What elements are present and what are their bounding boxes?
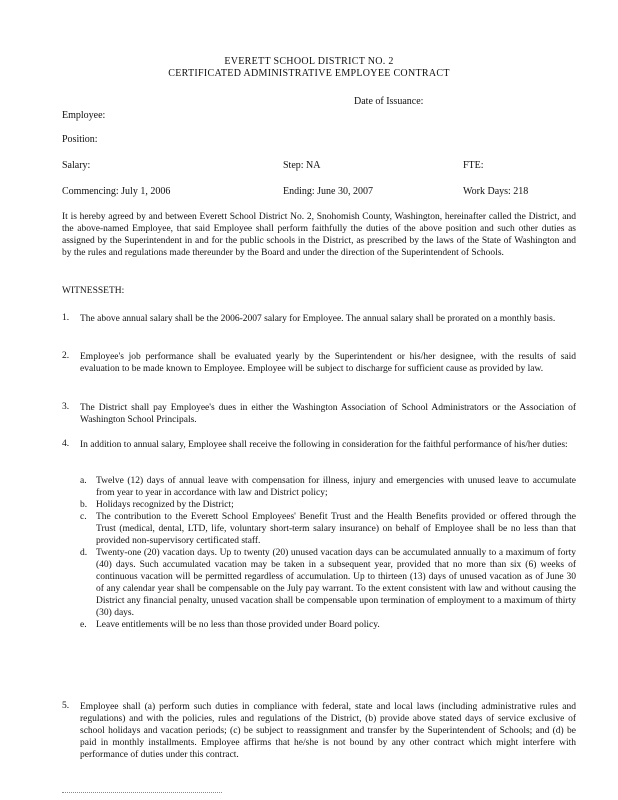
- item-text: Employee shall (a) perform such duties in compliance with federal, state and local laws (including administrative rules and regulations) and with the policies, rules and regulations of the District, (b) provide above stated days of service exclusive of school holidays and vacation periods; (c) be subject to reassignment and transfer by the Superintendent of Schools; and (d) be paid in monthly installments. Employee affirms that he/she is not bound by any other contract which might interfere with performance of duties under this contract.: [80, 702, 576, 760]
- position-field: Position:: [62, 134, 98, 145]
- item-text: The above annual salary shall be the 2006-2007 salary for Employee. The annual salary shall be prorated on a monthly basis.: [80, 314, 556, 324]
- item-number: 5.: [62, 701, 70, 711]
- item-number: 2.: [62, 351, 70, 361]
- salary-field: Salary:: [62, 160, 91, 171]
- signature-line: [62, 792, 222, 793]
- intro-paragraph: It is hereby agreed by and between Everett School District No. 2, Snohomish County, Washington, hereinafter called the District, and the above-named Employee, that said Employee shall perform faithfully the duties of the above position and such other duties as assigned by the Superintendent in and for the public schools in the District, as prescribed by the laws of the State of Washington and by the rules and regulations made thereunder by the Board and under the direction of the Superintendent of Schools.: [62, 212, 576, 258]
- item-number: 1.: [62, 313, 70, 323]
- item-number: 4.: [62, 439, 70, 449]
- benefits-sublist: [80, 475, 576, 631]
- sublist-letter: c.: [80, 512, 87, 522]
- item-text: The District shall pay Employee's dues in either the Washington Association of School Administrators or the Association of Washington School Principals.: [80, 403, 576, 425]
- step-field: Step: NA: [283, 160, 321, 171]
- sublist-text: The contribution to the Everett School Employees' Benefit Trust and the Health Benefits provided or offered through the Trust (medical, dental, LTD, life, voluntary short-term salary insurance) on behalf of Employee shall be no less than that provided non-supervisory certificated staff.: [96, 512, 576, 546]
- sublist-letter: b.: [80, 500, 88, 510]
- fte-field: FTE:: [463, 160, 484, 171]
- item-number: 3.: [62, 402, 70, 412]
- witnesseth-heading: WITNESSETH:: [62, 286, 125, 296]
- work-days-field: Work Days: 218: [463, 186, 529, 197]
- sublist-letter: a.: [80, 476, 87, 486]
- sublist-letter: d.: [80, 548, 88, 558]
- sublist-text: Twenty-one (20) vacation days. Up to twenty (20) unused vacation days can be accumulated annually to a maximum of forty (40) days. Such accumulated vacation may be taken in a subsequent year, provided that no more than six (6) weeks of continuous vacation will be permitted regardless of accumulation. Up to thirteen (13) days of unused vacation as of June 30 of any calendar year shall be compensable on the July pay warrant. To the extent consistent with law and without causing the District any financial penalty, unused vacation shall be compensable upon termination of employment to a maximum of thirty (30) days.: [96, 548, 576, 618]
- item-text: In addition to annual salary, Employee shall receive the following in consideration for the faithful performance of his/her duties:: [80, 440, 568, 450]
- sublist-item: [80, 547, 576, 619]
- district-name-heading: EVERETT SCHOOL DISTRICT NO. 2: [224, 56, 394, 67]
- sublist-item: [80, 499, 576, 511]
- sublist-item: [80, 475, 576, 499]
- sublist-text: Leave entitlements will be no less than those provided under Board policy.: [96, 620, 380, 630]
- employee-field: Employee:: [62, 110, 106, 121]
- item-text: Employee's job performance shall be evaluated yearly by the Superintendent or his/her designee, with the results of said evaluation to be made known to Employee. Employee will be subject to discharge for sufficient cause as provided by law.: [80, 352, 576, 374]
- sublist-item: [80, 619, 576, 631]
- sublist-letter: e.: [80, 620, 87, 630]
- sublist-item: [80, 511, 576, 547]
- sublist-text: Holidays recognized by the District;: [96, 500, 234, 510]
- commencing-field: Commencing: July 1, 2006: [62, 186, 171, 197]
- contract-title-heading: CERTIFICATED ADMINISTRATIVE EMPLOYEE CONTRACT: [168, 68, 450, 79]
- sublist-text: Twelve (12) days of annual leave with compensation for illness, injury and emergencies with unused leave to accumulate from year to year in accordance with law and District policy;: [96, 476, 576, 498]
- date-of-issuance-label: Date of Issuance:: [354, 96, 424, 107]
- ending-field: Ending: June 30, 2007: [283, 186, 373, 197]
